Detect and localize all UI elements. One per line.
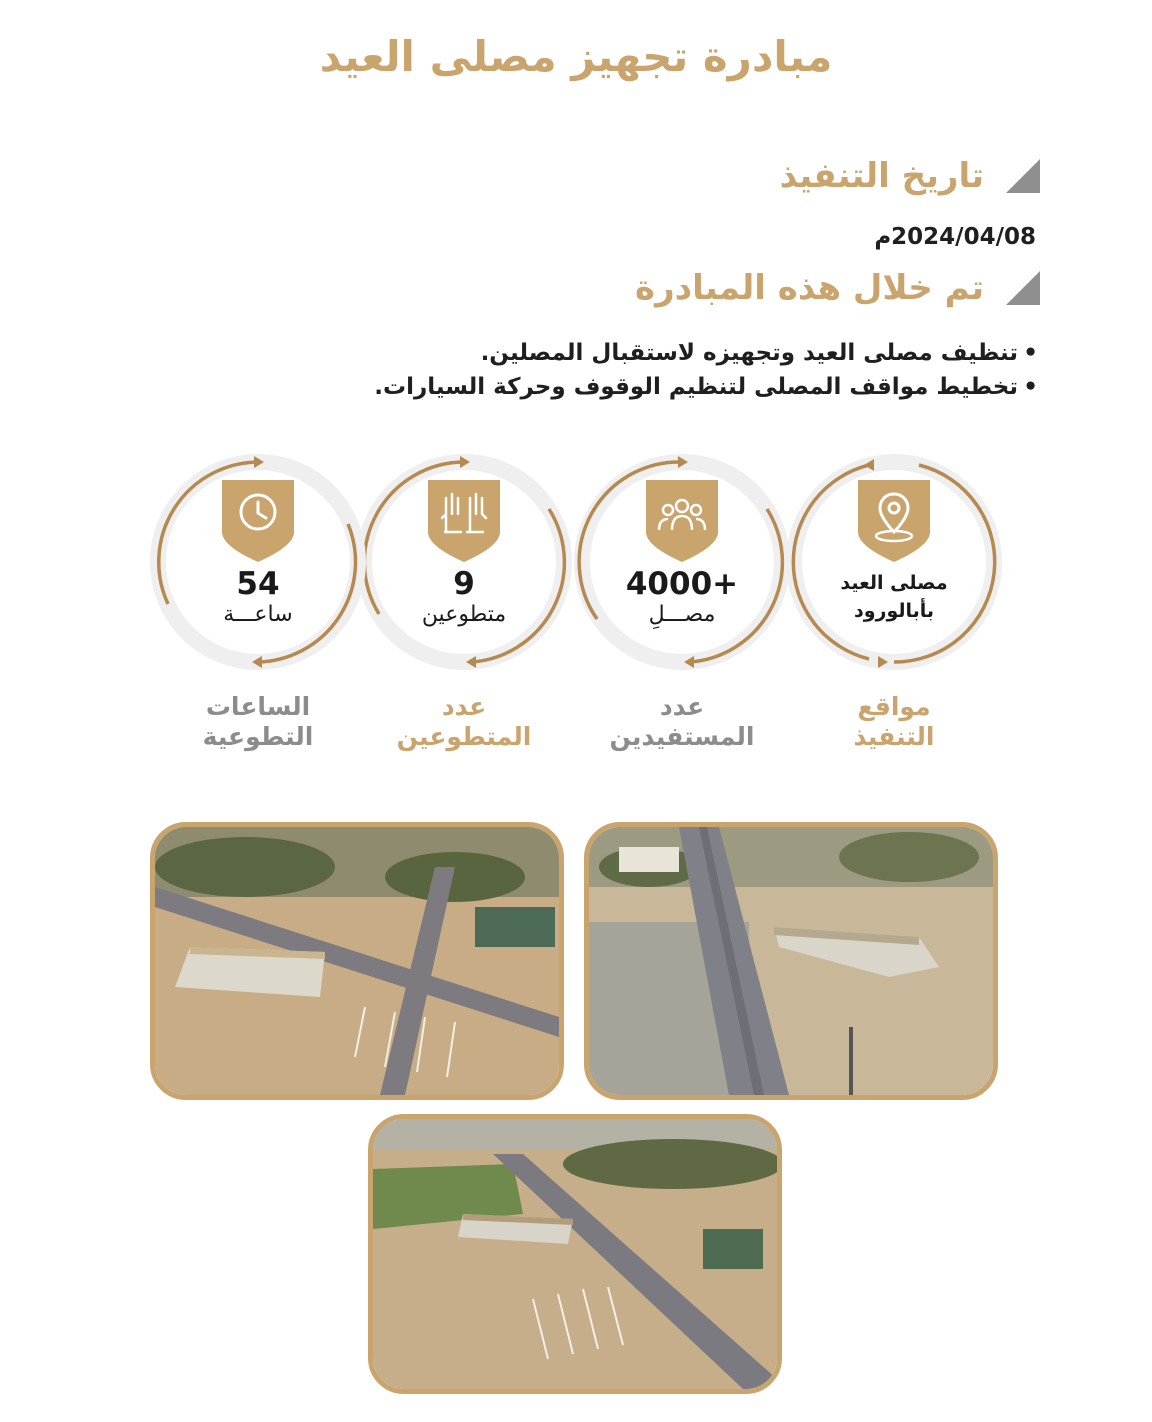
initiative-heading [635,268,1040,308]
stat-caption-line1: مواقع [857,692,931,721]
execution-date-heading [780,156,1040,196]
photo-illustration [589,827,993,1095]
photo-illustration [155,827,559,1095]
stat-volunteer-hours [148,454,368,754]
aerial-photo-prayer-ground-road-right [584,822,998,1100]
list-item [278,336,1038,370]
page-title: مبادرة تجهيز مصلى العيد [319,32,833,81]
stat-caption-line2: التطوعية [202,722,314,751]
stat-unit: متطوعين [421,602,507,627]
stat-caption-line2: المستفيدين [609,722,755,751]
stat-caption-line1: عدد [441,692,487,721]
stat-caption-line1: عدد [659,692,705,721]
stat-unit: ساعـــة [223,602,293,627]
stat-unit: مصـــلِ [648,602,716,627]
stat-volunteers [354,454,574,754]
list-item-text: تنظيف مصلى العيد وتجهيزه لاستقبال المصلين. [480,340,1018,366]
stat-caption [354,692,574,752]
stat-caption-line2: التنفيذ [853,722,935,751]
stat-caption [784,692,1004,752]
aerial-photo-prayer-ground-road-left [150,822,564,1100]
location-pin-icon [858,480,930,562]
stat-caption-line2: المتطوعين [396,722,532,751]
triangle-marker-icon [1006,271,1040,305]
stat-value: 9 [453,566,475,602]
list-item-text: تخطيط مواقف المصلى لتنظيم الوقوف وحركة السيارات. [374,374,1018,400]
list-item [278,370,1038,404]
stat-value: 54 [236,566,280,602]
photo-illustration [373,1119,777,1389]
execution-date-value: 2024/04/08م [874,224,1036,250]
people-group-icon [646,480,718,562]
stat-caption-line1: الساعات [205,692,311,721]
stat-beneficiaries [572,454,792,754]
raised-hands-icon [428,480,500,562]
triangle-marker-icon [1006,159,1040,193]
stat-locations [784,454,1004,754]
execution-date-heading-text: تاريخ التنفيذ [779,156,984,196]
initiative-heading-text: تم خلال هذه المبادرة [635,268,984,308]
initiative-list [278,336,1038,404]
stat-value: 4000+ [625,566,739,602]
clock-icon [222,480,294,562]
aerial-photo-prayer-ground-parking [368,1114,782,1394]
stat-caption [572,692,792,752]
stat-caption [148,692,368,752]
stat-location-line1: مصلى العيد [840,572,948,594]
bullet-dot: • [1023,340,1038,366]
bullet-dot: • [1023,374,1038,400]
stat-location-line2: بأبالورود [853,600,935,622]
